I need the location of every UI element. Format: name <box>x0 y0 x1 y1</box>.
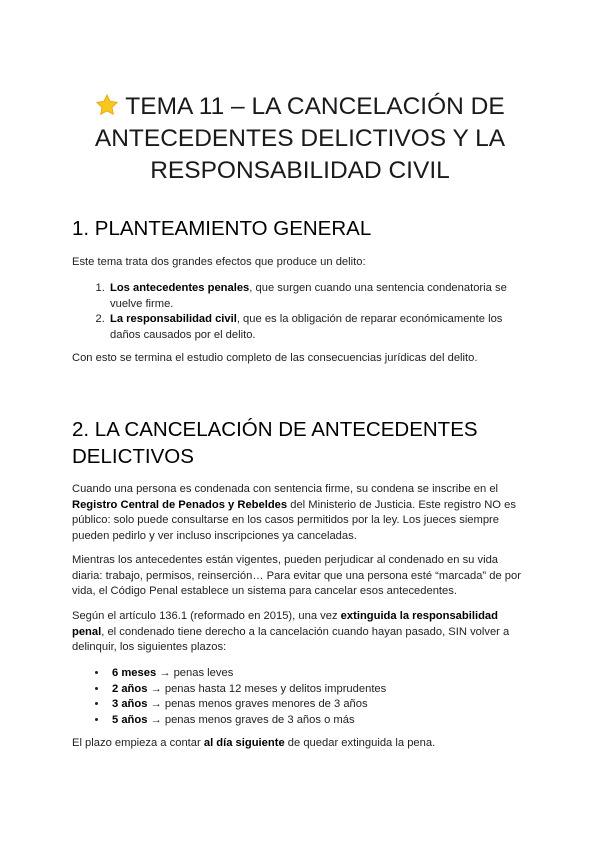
document-title <box>72 91 528 187</box>
list-item <box>108 281 528 312</box>
plazo-bold: 6 meses <box>112 667 157 679</box>
section2-paragraph-2: Mientras los antecedentes están vigentes, pueden perjudicar al condenado en su vida diaria: trabajo, permisos, reinserción… Para evitar que una persona esté “marcada” de por vida, el Código Penal establece un sistema para cancelar esos antecedentes. <box>72 554 521 598</box>
registro-bold: Registro Central de Penados y Rebeldes <box>72 498 288 511</box>
plazo-bold: 5 años <box>112 713 148 726</box>
plazo-text: → penas menos graves menores de 3 años <box>147 698 368 711</box>
document-title-text: TEMA 11 – LA CANCELACIÓN DE ANTECEDENTES DELICTIVOS Y LA RESPONSABILIDAD CIVIL <box>94 93 506 184</box>
plazos-list <box>72 666 528 728</box>
item-bold: Los antecedentes penales <box>110 282 250 294</box>
section1-closing: Con esto se termina el estudio completo de las consecuencias jurídicas del delito. <box>72 352 478 364</box>
text-span: Cuando una persona es condenada con sentencia firme, su condena se inscribe en el <box>72 483 499 495</box>
section2-paragraph-4 <box>72 736 528 752</box>
item-text: , que es la obligación de reparar económicamente los daños causados por el delito. <box>110 313 503 341</box>
list-item <box>108 682 528 698</box>
plazo-bold: 2 años <box>112 682 148 695</box>
plazo-bold: 3 años <box>112 698 148 711</box>
text-span: del Ministerio de Justicia. Este registro NO es público: solo puede consultarse en los casos permitidos por la ley. Los jueces siempre pueden pedirlo y ver incluso inscripciones ya canceladas. <box>72 498 516 542</box>
section2-heading: 2. LA CANCELACIÓN DE ANTECEDENTES DELICTIVOS <box>72 418 478 468</box>
list-item <box>108 312 528 343</box>
extinguida-bold: extinguida la responsabilidad penal <box>72 610 498 638</box>
item-text: , que surgen cuando una sentencia condenatoria se vuelve firme. <box>110 282 507 310</box>
plazo-text: → penas leves <box>156 667 234 679</box>
plazo-text: → penas menos graves de 3 años o más <box>147 713 355 726</box>
section1-intro: Este tema trata dos grandes efectos que produce un delito: <box>72 256 366 268</box>
text-span: El plazo empieza a contar <box>72 737 204 749</box>
dia-siguiente-bold: al día siguiente <box>203 737 285 749</box>
text-span: , el condenado tiene derecho a la cancelación cuando hayan pasado, SIN volver a delinquir, los siguientes plazos: <box>72 625 510 654</box>
effects-list <box>72 281 528 343</box>
list-item <box>108 666 528 682</box>
star-icon <box>95 93 119 117</box>
section2-paragraph-3 <box>72 609 528 656</box>
list-item <box>108 713 528 729</box>
section1-heading: 1. PLANTEAMIENTO GENERAL <box>72 217 372 240</box>
section2-paragraph-1 <box>72 482 528 544</box>
plazo-text: → penas hasta 12 meses y delitos imprudentes <box>147 682 387 695</box>
item-bold: La responsabilidad civil <box>110 313 237 326</box>
list-item <box>108 697 528 713</box>
text-span: de quedar extinguida la pena. <box>284 737 436 749</box>
text-span: Según el artículo 136.1 (reformado en 2015), una vez <box>72 610 341 622</box>
